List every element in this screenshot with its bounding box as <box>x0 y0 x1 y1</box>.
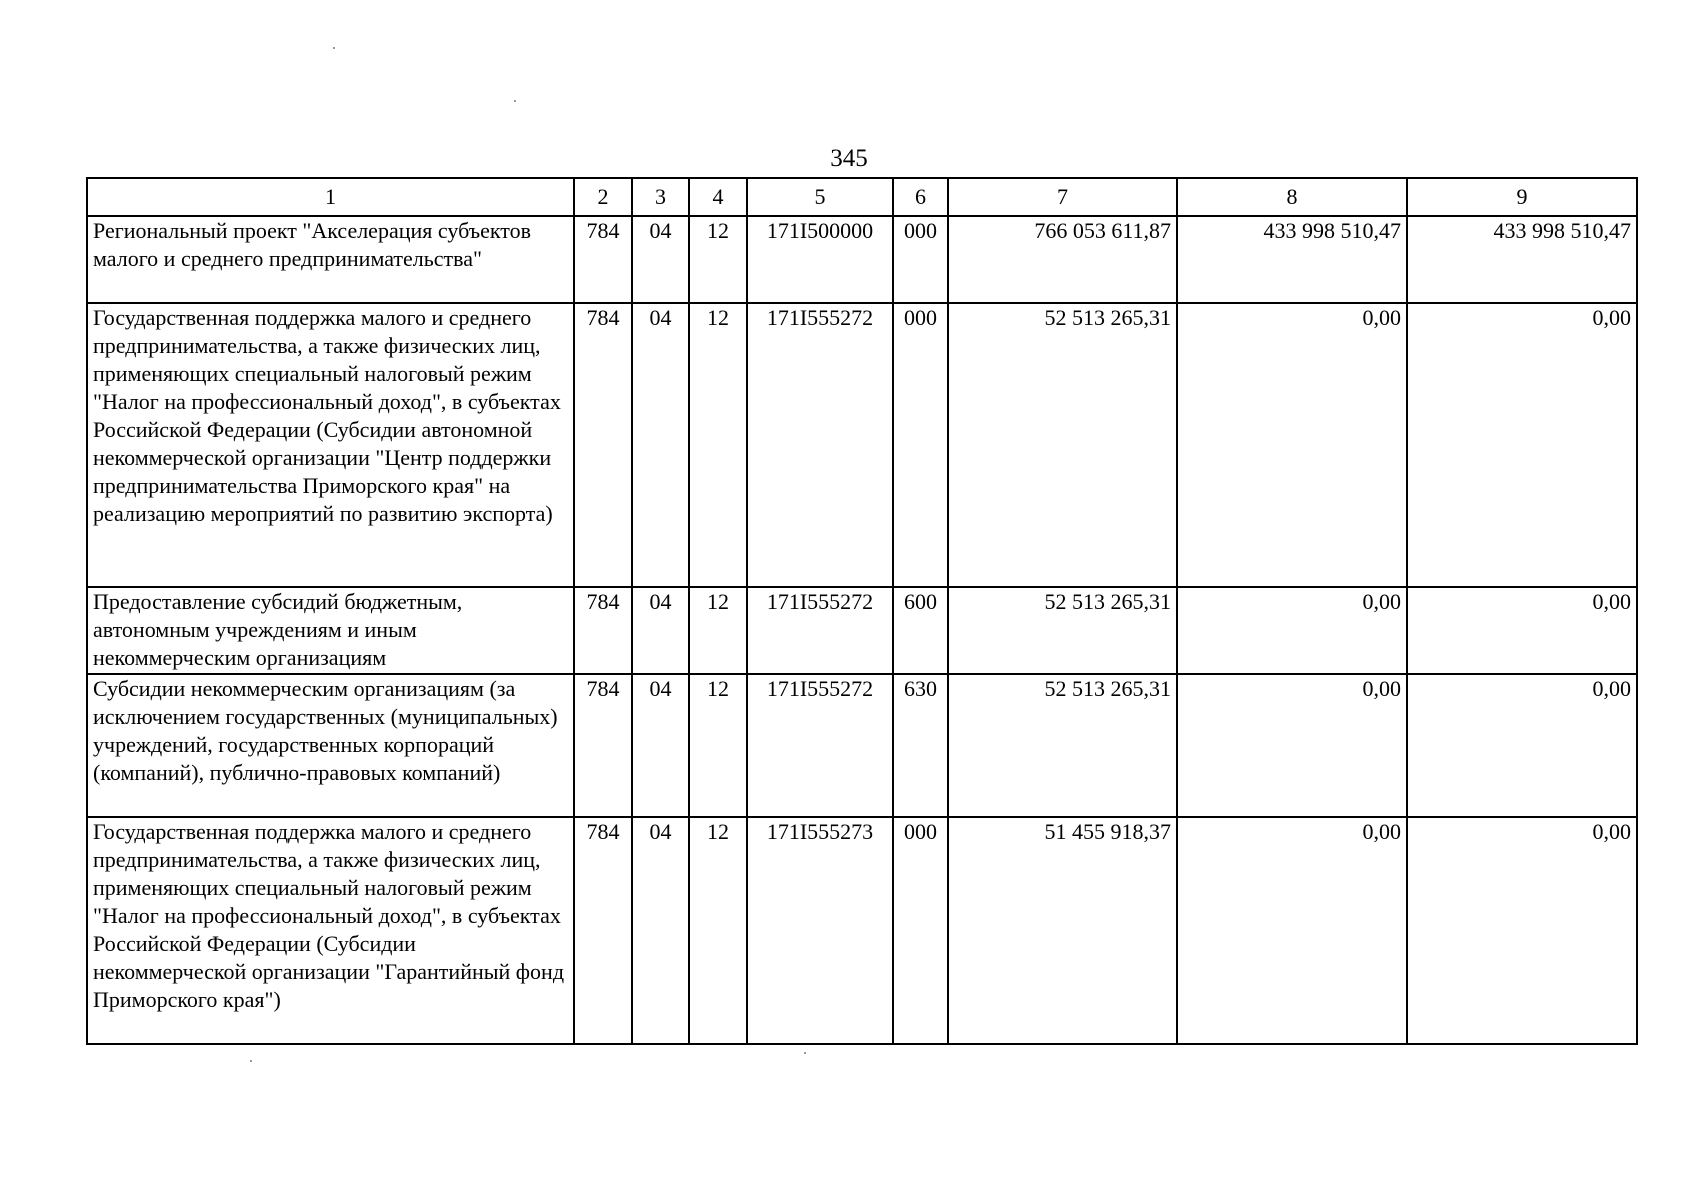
cell-col-4: 12 <box>689 817 747 1044</box>
cell-col-4: 12 <box>689 674 747 817</box>
cell-col-4: 12 <box>689 587 747 674</box>
cell-col-2: 784 <box>574 587 632 674</box>
cell-col-8: 0,00 <box>1177 303 1407 587</box>
row-name: Субсидии некоммерческим организациям (за исключением государственных (муниципальных) учреждений, государственных корпораций (компаний), публично-правовых компаний) <box>87 674 574 817</box>
cell-col-8: 0,00 <box>1177 674 1407 817</box>
cell-col-5: 171I555272 <box>747 587 893 674</box>
cell-col-6: 600 <box>893 587 948 674</box>
cell-col-3: 04 <box>632 587 689 674</box>
row-name: Региональный проект "Акселерация субъектов малого и среднего предпринимательства" <box>87 216 574 303</box>
cell-col-7: 52 513 265,31 <box>948 587 1177 674</box>
cell-col-2: 784 <box>574 303 632 587</box>
table-row <box>87 216 1637 303</box>
cell-col-7: 52 513 265,31 <box>948 674 1177 817</box>
column-header: 5 <box>747 178 893 216</box>
cell-col-6: 630 <box>893 674 948 817</box>
cell-col-7: 766 053 611,87 <box>948 216 1177 303</box>
table-row <box>87 303 1637 587</box>
table-header-row <box>87 178 1637 216</box>
row-name: Государственная поддержка малого и среднего предпринимательства, а также физических лиц, применяющих специальный налоговый режим "Налог на профессиональный доход", в субъектах Российской Федерации (Субсидии некоммерческой организации "Гарантийный фонд Приморского края") <box>87 817 574 1044</box>
cell-col-8: 0,00 <box>1177 587 1407 674</box>
cell-col-5: 171I555272 <box>747 303 893 587</box>
cell-col-9: 433 998 510,47 <box>1407 216 1637 303</box>
scan-speck <box>514 100 516 102</box>
row-name: Предоставление субсидий бюджетным, автономным учреждениям и иным некоммерческим организациям <box>87 587 574 674</box>
cell-col-2: 784 <box>574 674 632 817</box>
table-row <box>87 587 1637 674</box>
cell-col-5: 171I555272 <box>747 674 893 817</box>
scan-speck <box>804 1052 806 1054</box>
scan-speck <box>250 1060 252 1062</box>
cell-col-6: 000 <box>893 817 948 1044</box>
page-number: 345 <box>830 145 868 172</box>
cell-col-2: 784 <box>574 216 632 303</box>
column-header: 3 <box>632 178 689 216</box>
column-header: 8 <box>1177 178 1407 216</box>
column-header: 9 <box>1407 178 1637 216</box>
table-row <box>87 817 1637 1044</box>
cell-col-7: 52 513 265,31 <box>948 303 1177 587</box>
table-row <box>87 674 1637 817</box>
column-header: 2 <box>574 178 632 216</box>
cell-col-5: 171I555273 <box>747 817 893 1044</box>
cell-col-3: 04 <box>632 674 689 817</box>
cell-col-2: 784 <box>574 817 632 1044</box>
cell-col-3: 04 <box>632 303 689 587</box>
cell-col-8: 0,00 <box>1177 817 1407 1044</box>
cell-col-3: 04 <box>632 817 689 1044</box>
cell-col-9: 0,00 <box>1407 587 1637 674</box>
column-header: 1 <box>87 178 574 216</box>
cell-col-6: 000 <box>893 303 948 587</box>
column-header: 6 <box>893 178 948 216</box>
scan-speck <box>333 47 335 49</box>
cell-col-9: 0,00 <box>1407 303 1637 587</box>
cell-col-9: 0,00 <box>1407 817 1637 1044</box>
column-header: 7 <box>948 178 1177 216</box>
cell-col-8: 433 998 510,47 <box>1177 216 1407 303</box>
cell-col-7: 51 455 918,37 <box>948 817 1177 1044</box>
budget-table <box>86 177 1638 1045</box>
cell-col-4: 12 <box>689 216 747 303</box>
row-name: Государственная поддержка малого и среднего предпринимательства, а также физических лиц, применяющих специальный налоговый режим "Налог на профессиональный доход", в субъектах Российской Федерации (Субсидии автономной некоммерческой организации "Центр поддержки предпринимательства Приморского края" на реализацию мероприятий по развитию экспорта) <box>87 303 574 587</box>
cell-col-4: 12 <box>689 303 747 587</box>
cell-col-3: 04 <box>632 216 689 303</box>
cell-col-9: 0,00 <box>1407 674 1637 817</box>
cell-col-5: 171I500000 <box>747 216 893 303</box>
column-header: 4 <box>689 178 747 216</box>
cell-col-6: 000 <box>893 216 948 303</box>
